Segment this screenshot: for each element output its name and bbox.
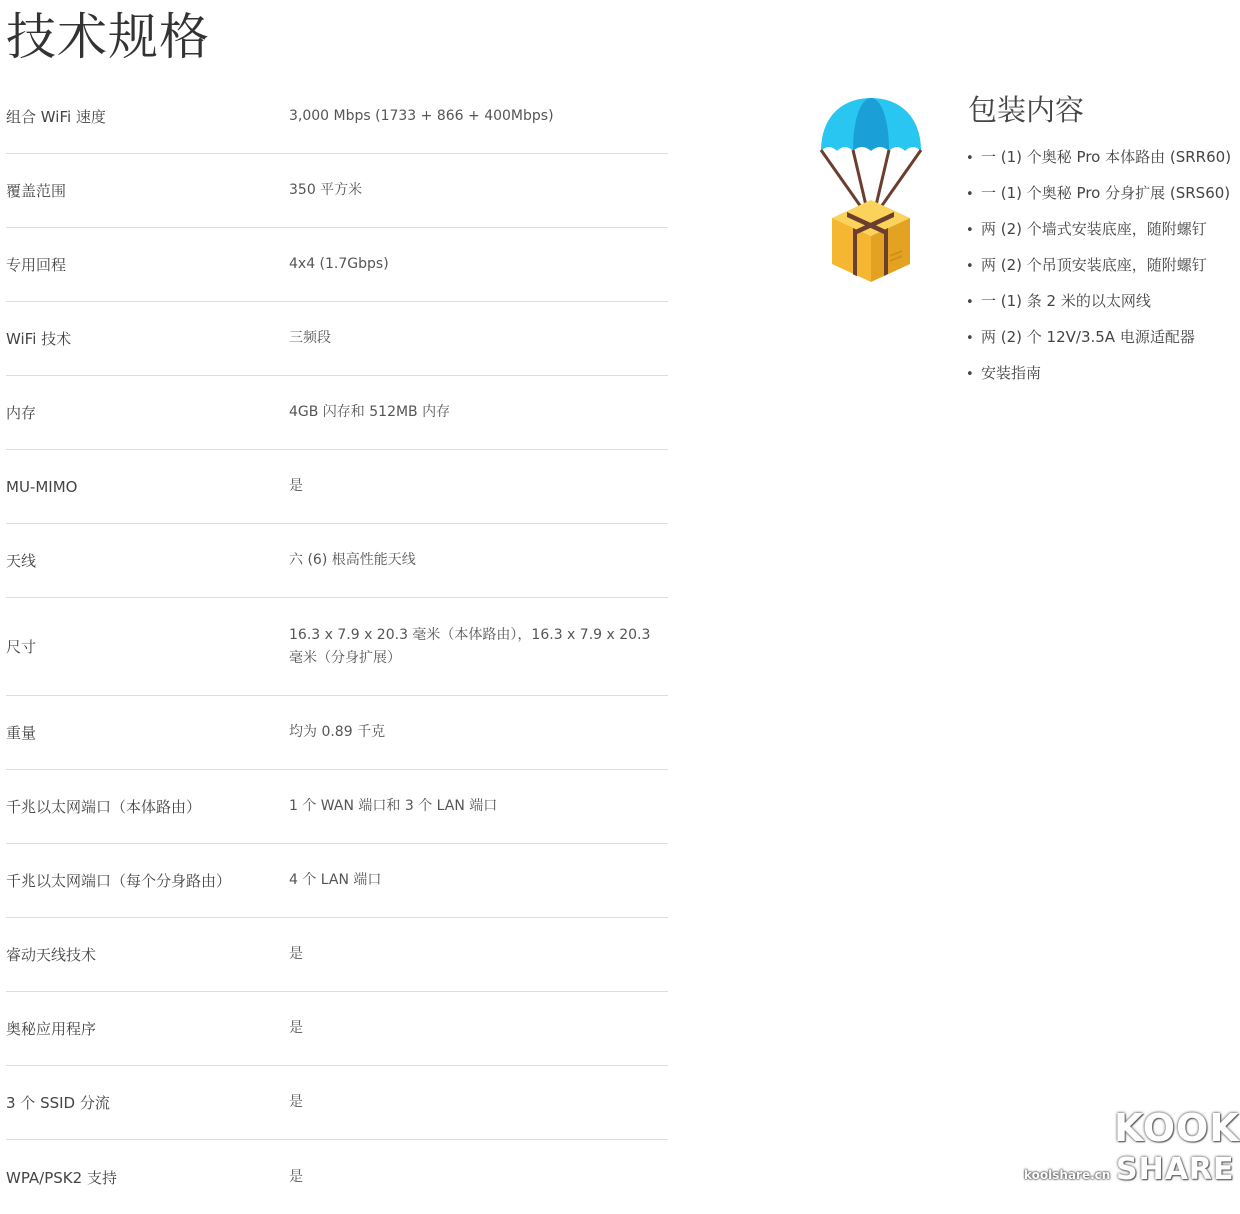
bullet: • <box>966 151 974 166</box>
list-item <box>966 140 1232 176</box>
page-title: 技术规格 <box>6 8 210 66</box>
spec-row-backhaul <box>6 228 668 302</box>
spec-value: 六 (6) 根高性能天线 <box>289 552 416 568</box>
spec-value: 均为 0.89 千克 <box>289 724 386 740</box>
bullet: • <box>966 187 974 202</box>
spec-label: 组合 WiFi 速度 <box>6 108 106 126</box>
spec-label: 内存 <box>6 404 37 422</box>
parachute-box-icon <box>818 96 924 286</box>
spec-row-ssid <box>6 1066 668 1140</box>
bullet: • <box>966 367 974 382</box>
list-item-text: 两 (2) 个吊顶安装底座，随附螺钉 <box>981 256 1207 274</box>
spec-table <box>6 80 668 1214</box>
list-item <box>966 248 1224 284</box>
list-item-text: 一 (1) 个奥秘 Pro 分身扩展 (SRS60) <box>981 184 1231 202</box>
bullet: • <box>966 331 974 346</box>
spec-label: WPA/PSK2 支持 <box>6 1168 117 1187</box>
list-item-text: 两 (2) 个墙式安装底座，随附螺钉 <box>981 220 1207 238</box>
spec-value: 是 <box>289 946 303 962</box>
spec-value: 4GB 闪存和 512MB 内存 <box>289 404 451 420</box>
bullet: • <box>966 223 974 238</box>
spec-row-ports-router <box>6 770 668 844</box>
list-item-text: 两 (2) 个 12V/3.5A 电源适配器 <box>981 328 1195 346</box>
spec-label: MU-MIMO <box>6 477 78 496</box>
bullet: • <box>966 259 974 274</box>
spec-label: 尺寸 <box>6 638 37 656</box>
spec-label: 天线 <box>6 552 37 570</box>
watermark-share: SHARE <box>1116 1152 1235 1187</box>
watermark-kook: KOOK <box>1114 1106 1240 1150</box>
spec-row-memory <box>6 376 668 450</box>
spec-row-wpa <box>6 1140 668 1214</box>
watermark-site: koolshare.cn <box>1024 1168 1111 1182</box>
spec-label: 千兆以太网端口（本体路由） <box>6 798 202 816</box>
spec-row-ports-satellite <box>6 844 668 918</box>
spec-row-dimensions <box>6 598 668 696</box>
in-the-box-list <box>966 140 1232 392</box>
spec-label: 覆盖范围 <box>6 182 67 200</box>
spec-value: 350 平方米 <box>289 182 363 198</box>
list-item <box>966 320 1224 356</box>
spec-row-smart-antenna <box>6 918 668 992</box>
koolshare-watermark <box>1018 1106 1240 1198</box>
spec-label: WiFi 技术 <box>6 330 72 348</box>
spec-value: 是 <box>289 1020 303 1036</box>
spec-value: 3,000 Mbps (1733 + 866 + 400Mbps) <box>289 108 554 124</box>
spec-label: 重量 <box>6 724 37 742</box>
spec-row-coverage <box>6 154 668 228</box>
list-item <box>966 356 1224 392</box>
spec-value: 三频段 <box>289 330 331 346</box>
list-item-text: 一 (1) 条 2 米的以太网线 <box>981 292 1151 310</box>
list-item <box>966 212 1224 248</box>
bullet: • <box>966 295 974 310</box>
spec-value: 是 <box>289 1168 303 1185</box>
spec-row-mu-mimo <box>6 450 668 524</box>
spec-label: 睿动天线技术 <box>6 946 97 964</box>
spec-value: 16.3 x 7.9 x 20.3 毫米（本体路由），16.3 x 7.9 x 20.3 毫米（分身扩展） <box>289 626 651 666</box>
spec-row-wifi-speed <box>6 80 668 154</box>
spec-row-weight <box>6 696 668 770</box>
list-item <box>966 176 1231 212</box>
spec-value: 4x4 (1.7Gbps) <box>289 256 389 272</box>
list-item <box>966 284 1224 320</box>
spec-label: 千兆以太网端口（每个分身路由） <box>6 872 232 890</box>
spec-row-wifi-tech <box>6 302 668 376</box>
in-the-box-title: 包装内容 <box>968 93 1085 127</box>
spec-row-app <box>6 992 668 1066</box>
spec-label: 3 个 SSID 分流 <box>6 1094 110 1112</box>
list-item-text: 一 (1) 个奥秘 Pro 本体路由 (SRR60) <box>981 148 1232 166</box>
spec-value: 4 个 LAN 端口 <box>289 872 382 888</box>
spec-value: 是 <box>289 1094 303 1110</box>
spec-value: 是 <box>289 478 303 494</box>
spec-label: 奥秘应用程序 <box>6 1020 97 1038</box>
spec-label: 专用回程 <box>6 256 67 274</box>
list-item-text: 安装指南 <box>981 364 1042 382</box>
spec-row-antenna <box>6 524 668 598</box>
spec-value: 1 个 WAN 端口和 3 个 LAN 端口 <box>289 798 498 814</box>
